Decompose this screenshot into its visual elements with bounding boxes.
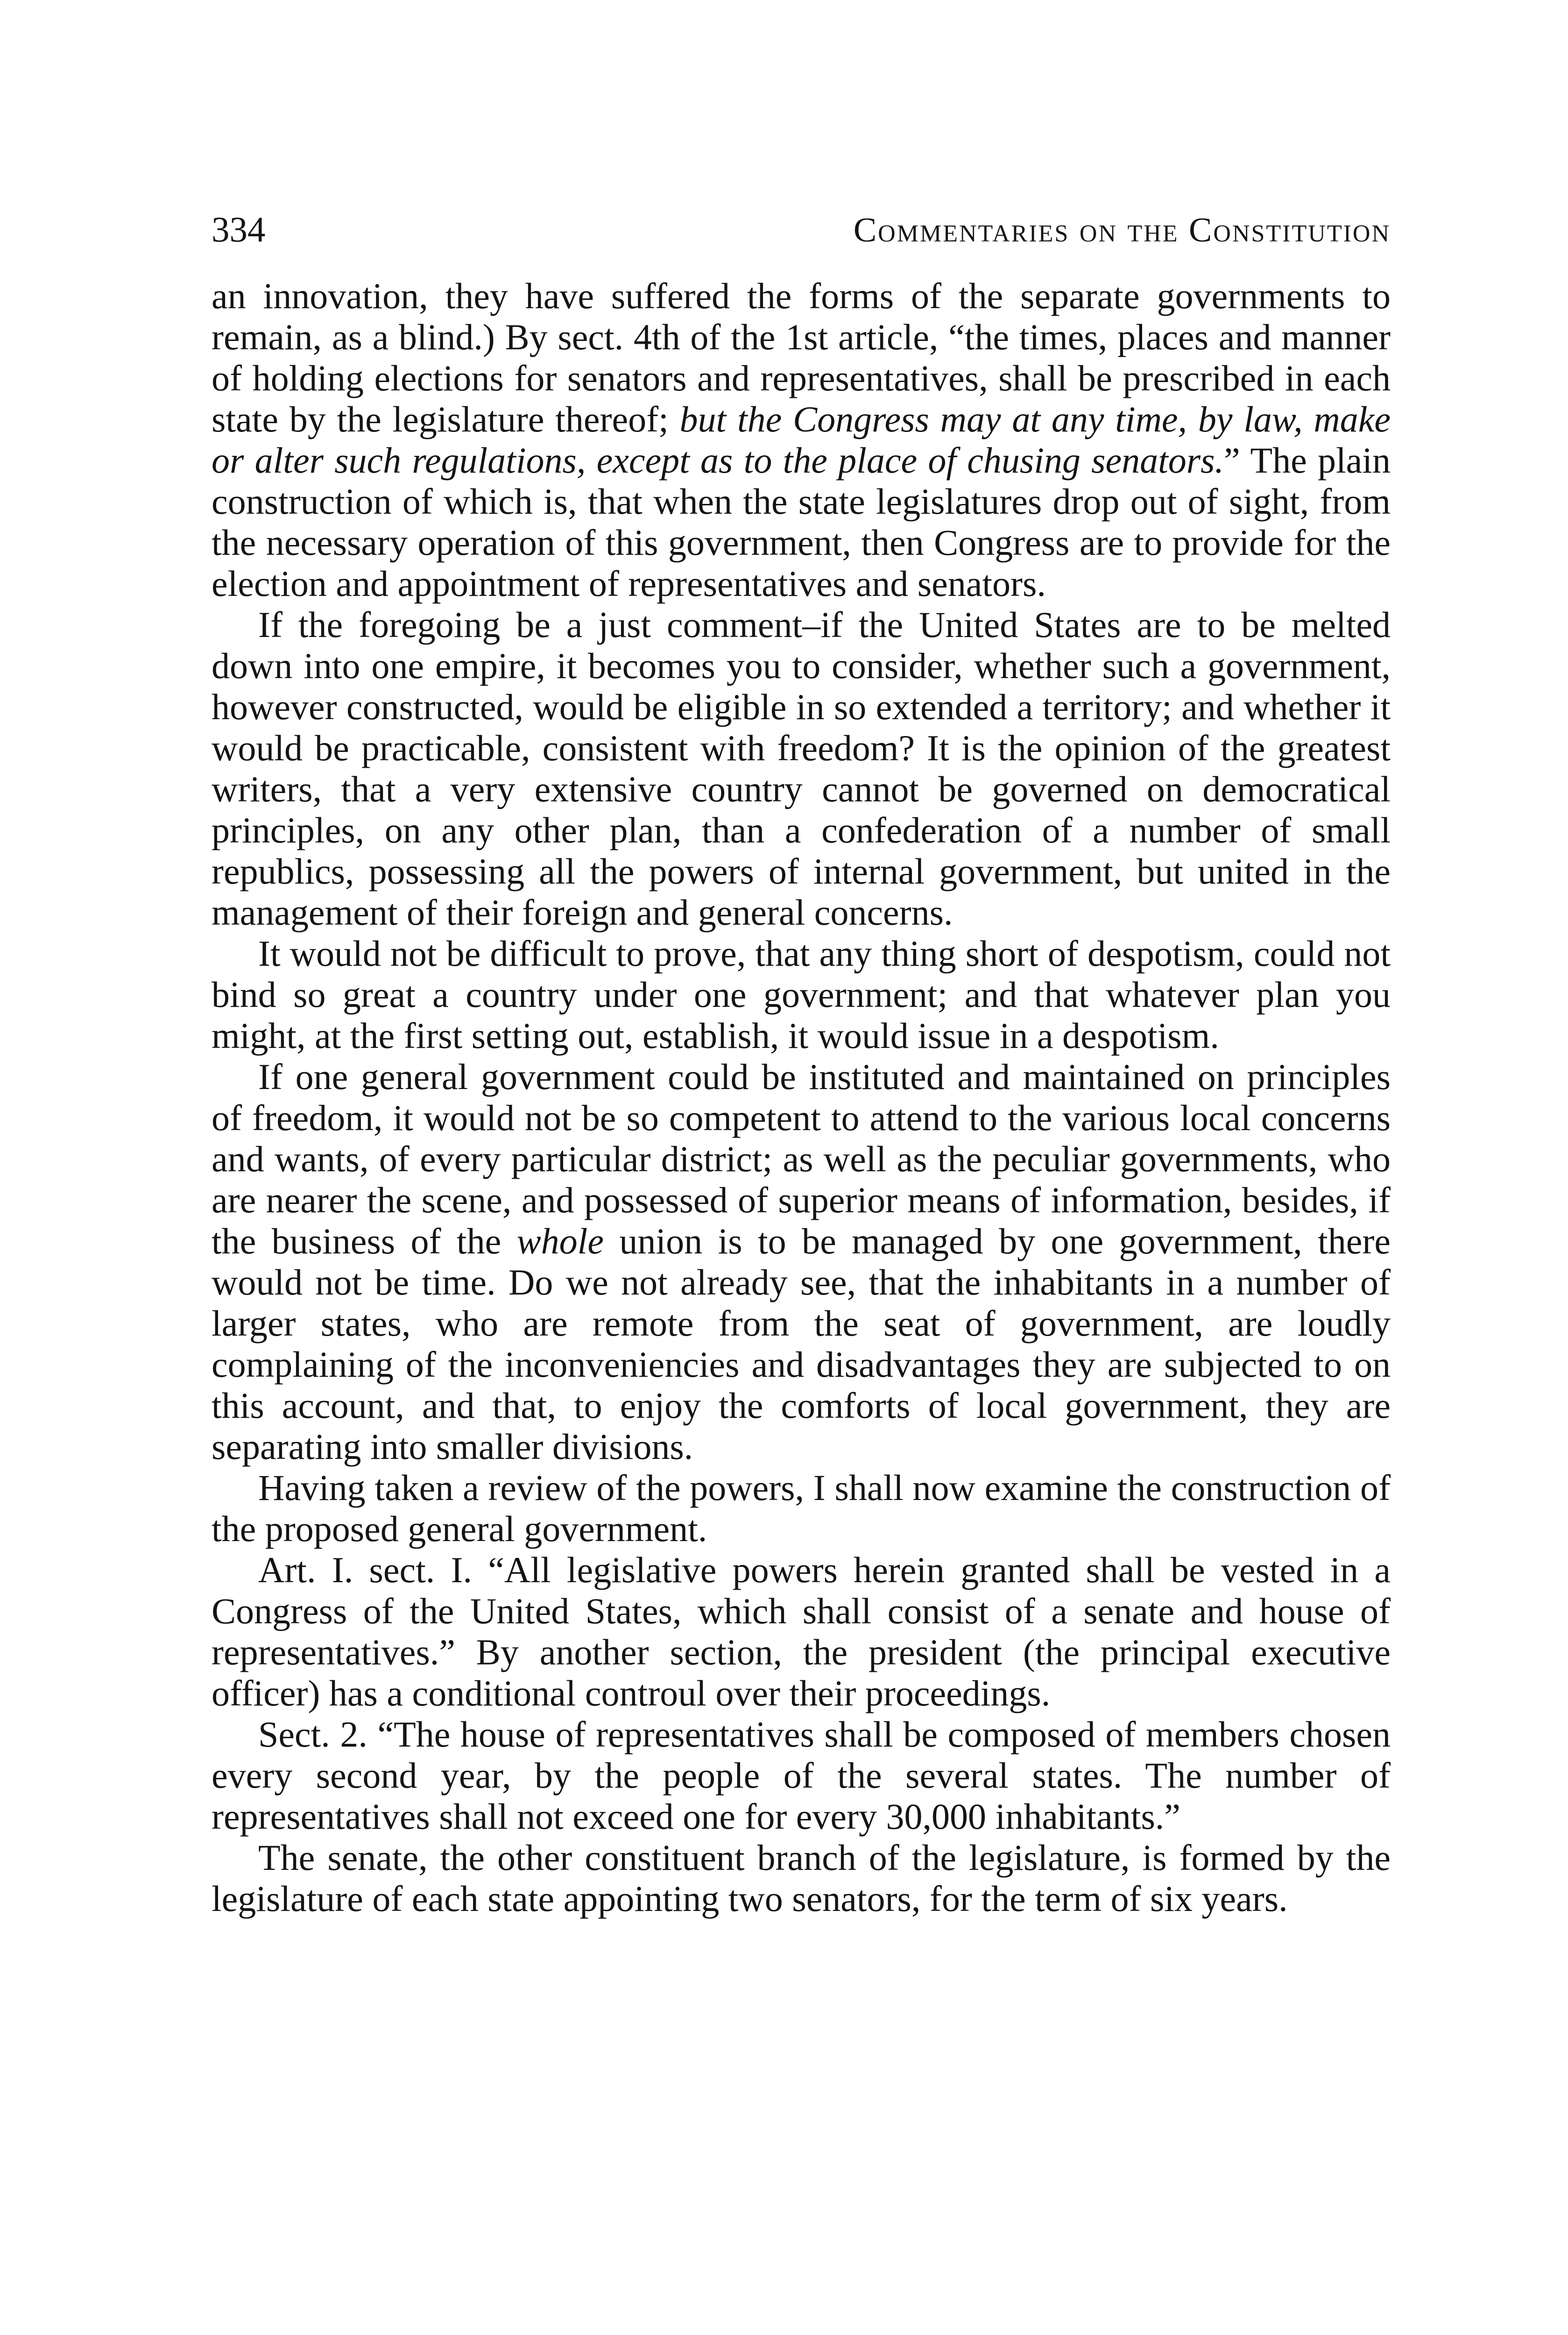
paragraph-1-text: an innovation, they have suffered the forms of the separate governments to remain, as a blind.) By sect. 4th of the 1st article, “the times, places and manner of holding elections for senators and representatives, shall be prescribed in each state by the legislature thereof; <box>212 276 1391 439</box>
running-head <box>212 204 1391 255</box>
paragraph-8: The senate, the other constituent branch of the legislature, is formed by the legislature of each state appointing two senators, for the term of six years. <box>212 1837 1391 1919</box>
paragraph-4-text: If one general government could be instituted and maintained on principles of freedom, it would not be so competent to attend to the various local concerns and wants, of every particular district; as well as the peculiar governments, who are nearer the scene, and possessed of superior means of information, besides, if the business of the <box>212 1056 1391 1261</box>
paragraph-1-text-continued: ” The plain construction of which is, that when the state legislatures drop out of sight, from the necessary operation of this government, then Congress are to provide for the election and appointment of representatives and senators. <box>212 440 1391 604</box>
body-text <box>212 276 1391 1919</box>
running-title: Commentaries on the Constitution <box>853 211 1391 249</box>
paragraph-1 <box>212 276 1391 604</box>
paragraph-3: It would not be difficult to prove, that any thing short of despotism, could not bind so great a country under one government; and that whatever plan you might, at the first setting out, establish, it would issue in a despotism. <box>212 933 1391 1056</box>
paragraph-6: Art. I. sect. I. “All legislative powers herein granted shall be vested in a Congress of the United States, which shall consist of a senate and house of representatives.” By another section, the president (the principal executive officer) has a conditional controul over their proceedings. <box>212 1550 1391 1713</box>
page-number: 334 <box>212 209 266 249</box>
paragraph-5: Having taken a review of the powers, I shall now examine the construction of the proposed general government. <box>212 1467 1391 1549</box>
paragraph-2: If the foregoing be a just comment–if the United States are to be melted down into one empire, it becomes you to consider, whether such a government, however constructed, would be eligible in so extended a territory; and whether it would be practicable, consistent with freedom? It is the opinion of the greatest writers, that a very extensive country cannot be governed on democratical principles, on any other plan, than a confederation of a number of small republics, possessing all the powers of internal government, but united in the management of their foreign and general concerns. <box>212 604 1391 933</box>
paragraph-4-italic-word: whole <box>516 1221 604 1261</box>
paragraph-7: Sect. 2. “The house of representatives shall be composed of members chosen every second year, by the people of the several states. The number of representatives shall not exceed one for every 30,000 inhabitants.” <box>212 1714 1391 1837</box>
paragraph-4 <box>212 1056 1391 1467</box>
paragraph-1-italic-quote: but the Congress may at any time, by law, make or alter such regulations, except as to the place of chusing senators. <box>212 399 1391 481</box>
paragraph-4-text-continued: union is to be managed by one government, there would not be time. Do we not already see, that the inhabitants in a number of larger states, who are remote from the seat of government, are loudly complaining of the inconveniencies and disadvantages they are subjected to on this account, and that, to enjoy the comforts of local government, they are separating into smaller divisions. <box>212 1221 1391 1467</box>
